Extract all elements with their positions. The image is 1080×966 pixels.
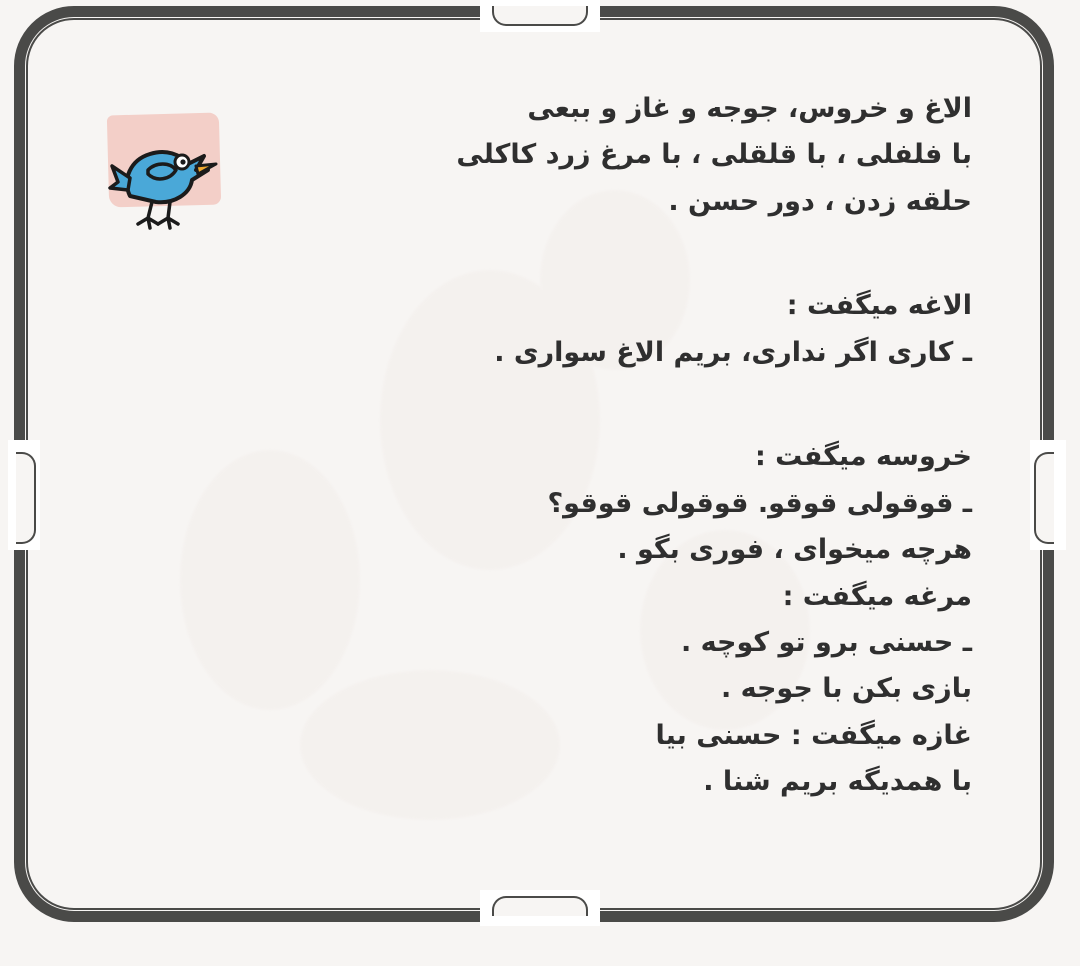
poem-line: با فلفلی ، با قلقلی ، با مرغ زرد کاکلی: [456, 139, 972, 171]
poem-line: خروسه میگفت :: [754, 441, 972, 473]
poem-line: الاغ و خروس، جوجه و غاز و ببعی: [527, 93, 972, 124]
stanza-3: [232, 434, 972, 806]
poem-line: الاغه میگفت :: [786, 290, 972, 322]
frame-notch-mark-top: [492, 6, 588, 26]
poem-line: ـ قوقولی قوقو. قوقولی قوقو؟: [547, 487, 972, 519]
frame-notch-mark-left: [16, 452, 36, 544]
poem-line: مرغه میگفت :: [782, 580, 972, 612]
poem-line: بازی بکن با جوجه .: [720, 673, 972, 705]
poem-line: ـ حسنی برو تو کوچه .: [680, 626, 972, 658]
poem-line: غازه میگفت : حسنی بیا: [655, 719, 972, 751]
poem-line: هرچه میخوای ، فوری بگو .: [617, 534, 972, 566]
stanza-2: [232, 283, 972, 376]
frame-notch-mark-bottom: [492, 896, 588, 916]
poem-line: حلقه زدن ، دور حسن .: [668, 185, 972, 217]
bird-icon: [100, 108, 232, 236]
bird-illustration: [100, 108, 232, 236]
frame-notch-mark-right: [1034, 452, 1054, 544]
poem-line: ـ کاری اگر نداری، بریم الاغ سواری .: [494, 336, 972, 368]
poem-line: با همدیگه بریم شنا .: [703, 766, 972, 798]
poem-text-column: [232, 86, 972, 806]
stanza-1: [232, 86, 972, 225]
